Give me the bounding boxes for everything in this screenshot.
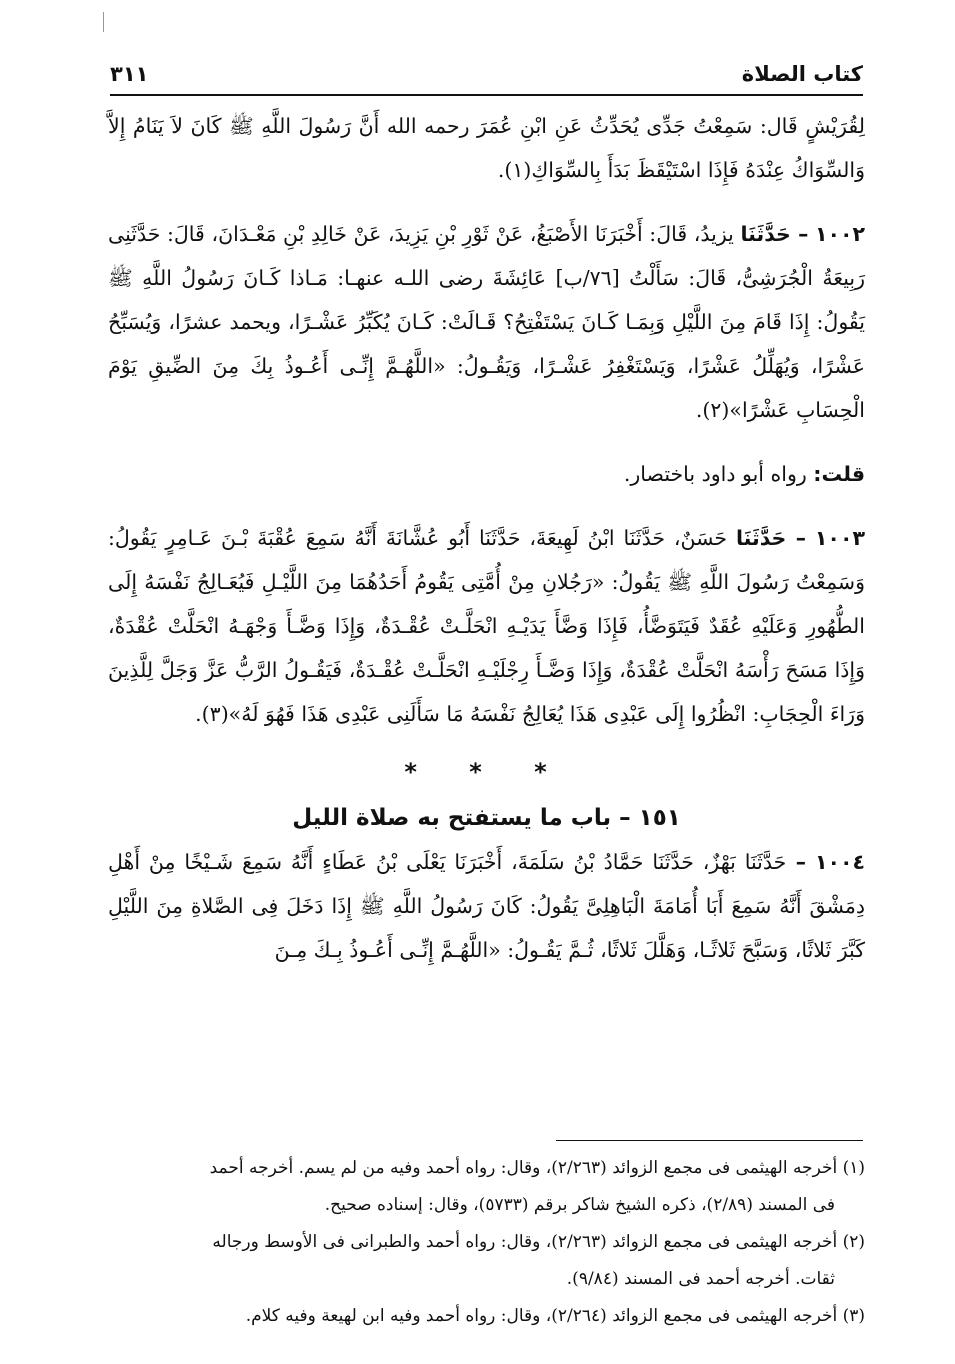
footnote-2: (٢) أخرجه الهيثمى فى مجمع الزوائد (٢/٢٦٣)، وقال: رواه أحمد والطبرانى فى الأوسط ورجاله (212, 1232, 865, 1252)
chapter-heading: ١٥١ – باب ما يستفتح به صلاة الليل (292, 805, 681, 831)
footnotes (108, 1150, 865, 1335)
footnote-1: (١) أخرجه الهيثمى فى مجمع الزوائد (٢/٢٦٣)، وقال: رواه أحمد وفيه من لم يسم. أخرجه أحمد (209, 1158, 865, 1178)
hadith-number: ١٠٠٣ (814, 526, 865, 550)
hadith-text: حَسَنٌ، حَدَّثَنَا ابْنُ لَهِيعَةَ، حَدَّثَنَا أَبُو عُشَّانَةَ أَنَّهُ سَمِعَ عُقْبَةَ بْـنَ عَـامِرٍ يَقُولُ: وَسَمِعْتُ رَسُولَ اللَّهِ ﷺ يَقُولُ: «رَجُلانِ مِنْ أُمَّتِى يَقُومُ أَحَدُهُمَا مِنَ اللَّيْـلِ فَيُعَـالِجُ نَفْسَهُ إِلَى الطُّهُورِ وَعَلَيْهِ عُقَدٌ فَيَتَوَضَّأُ، فَإِذَا وَضَّأَ يَدَيْـهِ انْحَلَّـتْ عُقْـدَةٌ، وَإِذَا وَضَّـأَ وَجْهَـهُ انْحَلَّتْ عُقْدَةٌ، وَإِذَا مَسَحَ رَأْسَهُ انْحَلَّتْ عُقْدَةٌ، وَإِذَا وَضَّـأَ رِجْلَيْـهِ انْحَلَّـتْ عُقْـدَةٌ، فَيَقُـولُ الرَّبُّ عَزَّ وَجَلَّ لِلَّذِينَ وَرَاءَ الْحِجَابِ: انْظُرُوا إِلَى عَبْدِى هَذَا يُعَالِجُ نَفْسَهُ مَا سَأَلَنِى عَبْدِى هَذَا فَهُوَ لَهُ»(٣). (108, 526, 865, 726)
section-separator: * * * (404, 758, 569, 786)
hadith-text: حَدَّثَنَا بَهْزٌ، حَدَّثَنَا حَمَّادُ بْنُ سَلَمَةَ، أَخْبَرَنَا يَعْلَى بْنُ عَطَاءٍ أَنَّهُ سَمِعَ شَـيْخًا مِنْ أَهْلِ دِمَشْقَ أَنَّهُ سَمِعَ أَبَا أُمَامَةَ الْبَاهِلِىَّ يَقُولُ: كَانَ رَسُولُ اللَّهِ ﷺ إِذَا دَخَلَ فِى الصَّلاةِ مِنَ اللَّيْلِ كَبَّرَ ثَلاثًا، وَسَبَّحَ ثَلاثًـا، وَهَلَّلَ ثَلاثًا، ثُـمَّ يَقُـولُ: «اللَّهُـمَّ إِنِّـى أَعُـوذُ بِـكَ مِـنَ (108, 850, 865, 962)
hadith-1004: ١٠٠٤ – حَدَّثَنَا بَهْزٌ، حَدَّثَنَا حَمَّادُ بْنُ سَلَمَةَ، أَخْبَرَنَا يَعْلَى بْنُ عَطَاءٍ أَنَّهُ سَمِعَ شَـيْخًا مِنْ أَهْلِ دِمَشْقَ أَنَّهُ سَمِعَ أَبَا أُمَامَةَ الْبَاهِلِىَّ يَقُولُ: كَانَ رَسُولُ اللَّهِ ﷺ إِذَا دَخَلَ فِى الصَّلاةِ مِنَ اللَّيْلِ كَبَّرَ ثَلاثًا، وَسَبَّحَ ثَلاثًـا، وَهَلَّلَ ثَلاثًا، ثُـمَّ يَقُـولُ: «اللَّهُـمَّ إِنِّـى أَعُـوذُ بِـكَ مِـنَ (108, 850, 865, 962)
hadith-number: ١٠٠٤ (814, 850, 865, 874)
narration-lead: حَدَّثَنَا (740, 222, 791, 246)
main-text (108, 104, 865, 972)
footnote-divider (556, 1140, 863, 1141)
page-number: ٣١١ (110, 62, 149, 86)
hadith-text: يزيدُ، قَالَ: أَخْبَرَنَا الأَصْبَغُ، عَنْ ثَوْرِ بْنِ يَزِيدَ، عَنْ خَالِدِ بْنِ مَعْـدَانَ، قَالَ: حَدَّثَنِى رَبِيعَةُ الْجُرَشِىُّ، قَالَ: سَأَلْتُ [٧٦/ب] عَائِشَةَ رضى اللـه عنهـا: مَـاذا كَـانَ رَسُولُ اللَّهِ ﷺ يَقُولُ: إِذَا قَامَ مِنَ اللَّيْلِ وَبِمَـا كَـانَ يَسْتَفْتِحُ؟ قَـالَتْ: كَـانَ يُكَبِّرُ عَشْـرًا، ويحمد عشرًا، وَيُسَبِّحُ عَشْرًا، وَيُهَلِّلُ عَشْرًا، وَيَسْتَغْفِرُ عَشْـرًا، وَيَقُـولُ: «اللَّهُـمَّ إِنِّـى أَعُـوذُ بِكَ مِنَ الضِّيقِ يَوْمَ الْحِسَابِ عَشْرًا»(٢). (108, 222, 866, 422)
footnote-1-cont: فى المسند (٢/٨٩)، ذكره الشيخ شاكر برقم (٥٧٣٣)، وقال: إسناده صحيح. (324, 1195, 835, 1215)
footnote-2-cont: ثقات. أخرجه أحمد فى المسند (٩/٨٤). (566, 1269, 835, 1289)
hadith-1002: ١٠٠٢ – حَدَّثَنَا يزيدُ، قَالَ: أَخْبَرَنَا الأَصْبَغُ، عَنْ ثَوْرِ بْنِ يَزِيدَ، عَنْ خَالِدِ بْنِ مَعْـدَانَ، قَالَ: حَدَّثَنِى رَبِيعَةُ الْجُرَشِىُّ، قَالَ: سَأَلْتُ [٧٦/ب] عَائِشَةَ رضى اللـه عنهـا: مَـاذا كَـانَ رَسُولُ اللَّهِ ﷺ يَقُولُ: إِذَا قَامَ مِنَ اللَّيْلِ وَبِمَـا كَـانَ يَسْتَفْتِحُ؟ قَـالَتْ: كَـانَ يُكَبِّرُ عَشْـرًا، ويحمد عشرًا، وَيُسَبِّحُ عَشْرًا، وَيُهَلِّلُ عَشْرًا، وَيَسْتَغْفِرُ عَشْـرًا، وَيَقُـولُ: «اللَّهُـمَّ إِنِّـى أَعُـوذُ بِكَ مِنَ الضِّيقِ يَوْمَ الْحِسَابِ عَشْرًا»(٢). (108, 222, 866, 422)
page-header (110, 50, 863, 96)
hadith-number: ١٠٠٢ (814, 222, 865, 246)
commentary-lead: قلت: (813, 462, 865, 486)
commentary (108, 452, 865, 496)
hadith-1003: ١٠٠٣ – حَدَّثَنَا حَسَنٌ، حَدَّثَنَا ابْنُ لَهِيعَةَ، حَدَّثَنَا أَبُو عُشَّانَةَ أَنَّهُ سَمِعَ عُقْبَةَ بْـنَ عَـامِرٍ يَقُولُ: وَسَمِعْتُ رَسُولَ اللَّهِ ﷺ يَقُولُ: «رَجُلانِ مِنْ أُمَّتِى يَقُومُ أَحَدُهُمَا مِنَ اللَّيْـلِ فَيُعَـالِجُ نَفْسَهُ إِلَى الطُّهُورِ وَعَلَيْهِ عُقَدٌ فَيَتَوَضَّأُ، فَإِذَا وَضَّأَ يَدَيْـهِ انْحَلَّـتْ عُقْـدَةٌ، وَإِذَا وَضَّـأَ وَجْهَـهُ انْحَلَّتْ عُقْدَةٌ، وَإِذَا مَسَحَ رَأْسَهُ انْحَلَّتْ عُقْدَةٌ، وَإِذَا وَضَّـأَ رِجْلَيْـهِ انْحَلَّـتْ عُقْـدَةٌ، فَيَقُـولُ الرَّبُّ عَزَّ وَجَلَّ لِلَّذِينَ وَرَاءَ الْحِجَابِ: انْظُرُوا إِلَى عَبْدِى هَذَا يُعَالِجُ نَفْسَهُ مَا سَأَلَنِى عَبْدِى هَذَا فَهُوَ لَهُ»(٣). (108, 526, 865, 726)
paragraph-continued: لِقُرَيْشٍ قَال: سَمِعْتُ جَدِّى يُحَدِّثُ عَنِ ابْنِ عُمَرَ رحمه الله أَنَّ رَسُولَ اللَّهِ ﷺ كَانَ لاَ يَنَامُ إِلاَّ وَالسِّوَاكُ عِنْدَهُ فَإِذَا اسْتَيْقَظَ بَدَأَ بِالسِّوَاكِ(١). (108, 114, 865, 182)
narration-lead: حَدَّثَنَا (735, 526, 787, 550)
commentary-text: رواه أبو داود باختصار. (623, 462, 807, 486)
running-title: كتاب الصلاة (741, 62, 863, 86)
scan-mark (103, 12, 104, 32)
footnote-3: (٣) أخرجه الهيثمى فى مجمع الزوائد (٢/٢٦٤)، وقال: رواه أحمد وفيه ابن لهيعة وفيه كلام. (245, 1306, 865, 1326)
